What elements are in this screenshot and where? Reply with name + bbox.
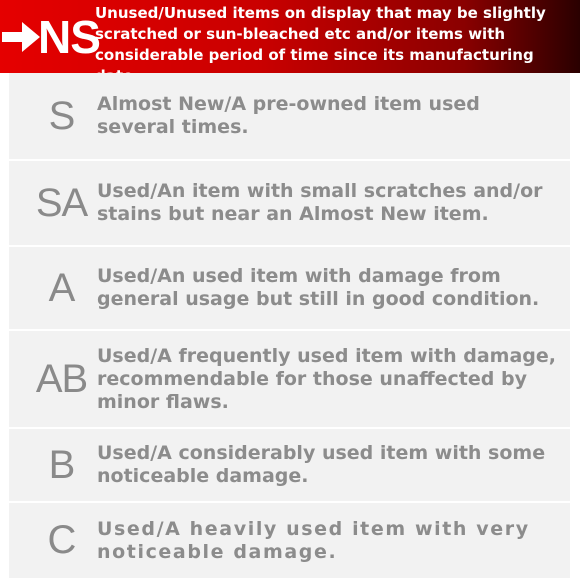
grade-header-ns bbox=[0, 0, 580, 73]
grade-code-s: S bbox=[48, 93, 75, 138]
grade-description-ab: Used/A frequently used item with damage, recommendable for those unaffected by minor flaws. bbox=[97, 344, 557, 413]
grade-row-b bbox=[9, 429, 570, 503]
grade-description-s: Almost New/A pre-owned item used several times. bbox=[97, 93, 480, 138]
grade-row-sa bbox=[9, 161, 570, 247]
grade-row-a bbox=[9, 247, 570, 331]
grade-description-c: Used/A heavily used item with very noticeable damage. bbox=[97, 517, 530, 563]
grade-code-c: C bbox=[47, 518, 76, 562]
grade-code-a: A bbox=[48, 265, 75, 310]
grade-code-ab: AB bbox=[35, 356, 88, 401]
grade-description-ns: Unused/Unused items on display that may be slightly scratched or sun-bleached etc and/or items with considerable period of time since its manufacturing bbox=[95, 4, 546, 64]
grade-code-sa: SA bbox=[35, 180, 88, 225]
grade-row-s bbox=[9, 73, 570, 161]
grade-description-b: Used/A considerably used item with some noticeable damage. bbox=[97, 442, 546, 487]
grade-code-b: B bbox=[48, 442, 75, 487]
grade-code-ns: NS bbox=[38, 11, 100, 63]
right-arrow-icon bbox=[2, 18, 42, 56]
grade-row-c bbox=[9, 503, 570, 580]
grade-description-sa: Used/An item with small scratches and/or stains but near an Almost New item. bbox=[97, 180, 543, 225]
grade-row-ab bbox=[9, 331, 570, 429]
grade-description-a: Used/An used item with damage from general usage but still in good condition. bbox=[97, 265, 540, 310]
grade-list bbox=[0, 73, 580, 580]
